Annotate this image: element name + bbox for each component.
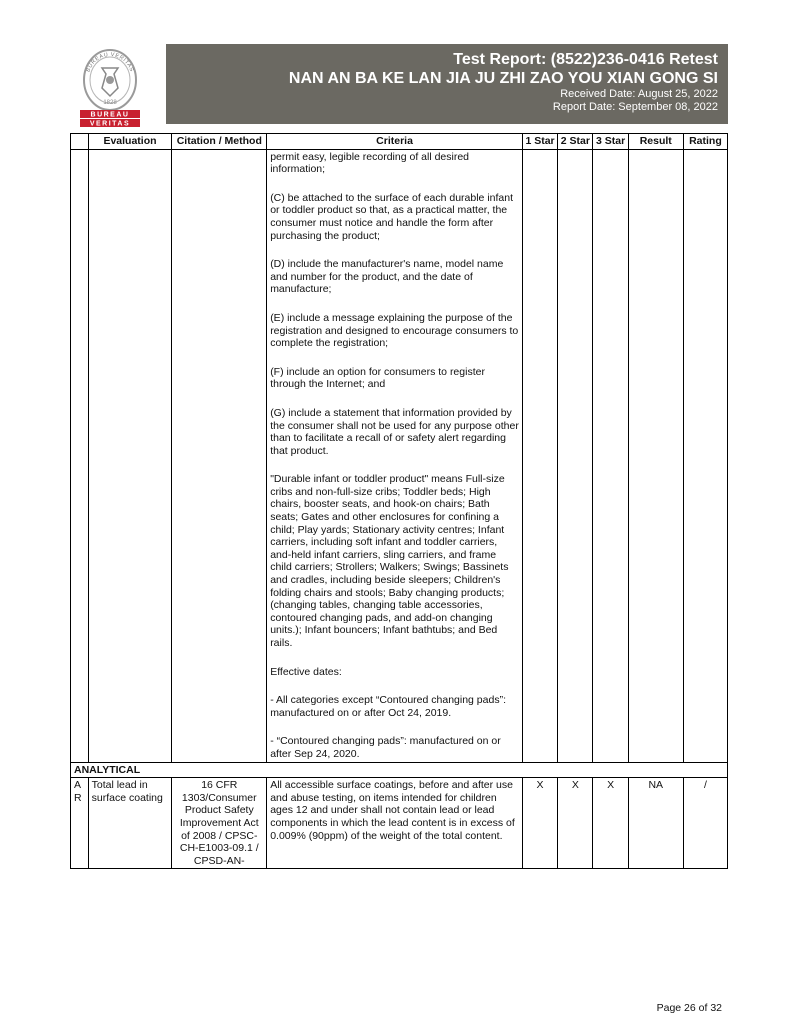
row-rating: / xyxy=(683,778,727,869)
criteria-table xyxy=(70,133,728,869)
criteria-paragraph: - “Contoured changing pads”: manufactured on or after Sep 24, 2020. xyxy=(270,735,501,760)
row-star1: X xyxy=(522,778,557,869)
continued-criteria-cell xyxy=(267,149,523,762)
header-cell: 1 Star xyxy=(522,134,557,150)
row-criteria: All accessible surface coatings, before and after use and abuse testing, on items intended for children ages 12 and under shall not contain lead or lead components in which the lead content is in excess of 0.009% (90ppm) of the weight of the total content. xyxy=(267,778,523,869)
table-row xyxy=(71,149,728,762)
criteria-paragraph: (G) include a statement that information provided by the consumer shall not be used for any purpose other than to facilitate a recall of or safety alert regarding that product. xyxy=(270,406,519,457)
row-star2: X xyxy=(558,778,593,869)
table-row xyxy=(71,778,728,869)
bureau-veritas-logo xyxy=(74,44,146,128)
report-title: Test Report: (8522)236-0416 Retest xyxy=(453,51,718,68)
logo-arc-text: BUREAU VERITAS xyxy=(85,51,135,73)
header-cell: Citation / Method xyxy=(172,134,267,150)
criteria-paragraph: permit easy, legible recording of all desired information; xyxy=(270,150,470,176)
logo-year: 1828 xyxy=(103,100,117,106)
criteria-paragraph: (D) include the manufacturer's name, model name and number for the product, and the date of manufacture; xyxy=(270,258,504,296)
header-cell xyxy=(71,134,89,150)
svg-text:BUREAU VERITAS xyxy=(85,52,134,73)
criteria-paragraph: (E) include a message explaining the purpose of the registration and designed to encourage consumers to complete the registration; xyxy=(270,311,519,350)
header-cell: Evaluation xyxy=(88,134,172,150)
criteria-paragraph: - All categories except “Contoured changing pads”: manufactured on or after Oct 24, 2019. xyxy=(270,694,506,719)
header-cell: Criteria xyxy=(267,134,523,150)
logo-emblem-icon xyxy=(74,44,146,128)
header-cell: Rating xyxy=(683,134,727,150)
row-result: NA xyxy=(628,778,683,869)
row-citation: 16 CFR 1303/Consumer Product Safety Improvement Act of 2008 / CPSC-CH-E1003-09.1 / CPSD-AN- xyxy=(172,778,267,869)
section-row xyxy=(71,762,728,778)
header-cell: Result xyxy=(628,134,683,150)
section-title: ANALYTICAL xyxy=(71,762,728,778)
criteria-paragraph: Effective dates: xyxy=(270,665,342,678)
table-header-row xyxy=(71,134,728,150)
header-cell: 3 Star xyxy=(593,134,628,150)
criteria-paragraph: (C) be attached to the surface of each durable infant or toddler product so that, as a practical matter, the consumer must notice and handle the form after purchasing the product; xyxy=(270,191,514,242)
page-number: Page 26 of 32 xyxy=(656,1002,722,1014)
logo-line1: BUREAU xyxy=(90,111,130,119)
company-name: NAN AN BA KE LAN JIA JU ZHI ZAO YOU XIAN GONG SI xyxy=(288,70,718,87)
row-evaluation: Total lead in surface coating xyxy=(88,778,172,869)
header-cell: 2 Star xyxy=(558,134,593,150)
criteria-paragraph: "Durable infant or toddler product" means Full-size cribs and non-full-size cribs; Toddler beds; High chairs, booster seats, and hook-on chairs; Bath seats; Gates and other enclosures for confining a child; Play yards; Stationary activity centres; Infant carriers, including soft infant and toddler carriers, and-held infant carriers, sling carriers, and frame child carriers; Strollers; Walkers; Swings; Bassinets and cradles, including beside sleepers; Children's folding chairs and stools; Baby changing products; (changing tables, changing table accessories, contoured changing pads, and add-on changing units.); Infant bouncers; Infant bathtubs; and Bed rails. xyxy=(270,473,509,649)
criteria-paragraph: (F) include an option for consumers to register through the Internet; and xyxy=(270,365,485,391)
row-star3: X xyxy=(593,778,628,869)
row-id: A R xyxy=(71,778,89,869)
received-date: Received Date: August 25, 2022 xyxy=(560,88,718,100)
report-date: Report Date: September 08, 2022 xyxy=(552,101,718,113)
logo-line2: VERITAS xyxy=(89,120,131,128)
report-header xyxy=(166,44,728,124)
